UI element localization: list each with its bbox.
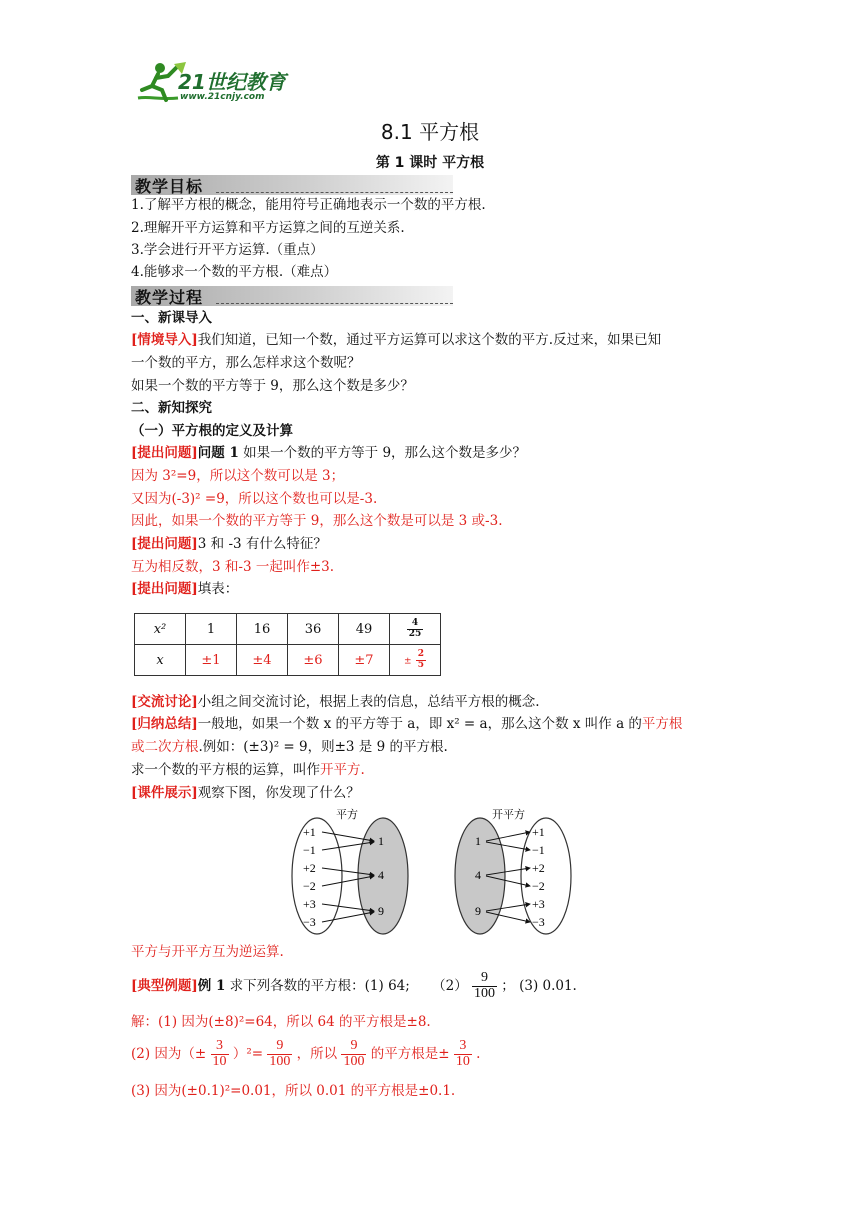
numerator: 3 bbox=[454, 1039, 472, 1055]
denominator: 100 bbox=[269, 1054, 291, 1069]
summary-cont bbox=[131, 737, 448, 757]
question-text: 如果一个数的平方等于 9，那么这个数是多少？ bbox=[238, 445, 527, 461]
solution-line: 解：(1) 因为(±8)²=64，所以 64 的平方根是±8. bbox=[131, 1014, 431, 1030]
solution-text: . bbox=[476, 1046, 481, 1062]
question-text: 3 和 -3 有什么特征？ bbox=[197, 536, 327, 552]
term: 平方根 bbox=[641, 716, 683, 732]
table-cell: 16 bbox=[237, 614, 288, 645]
section-title: 教学目标 bbox=[135, 177, 204, 196]
fraction bbox=[407, 619, 424, 639]
numerator: 9 bbox=[267, 1039, 292, 1055]
tag-label: [归纳总结] bbox=[131, 716, 198, 732]
paragraph-text: 小组之间交流讨论，根据上表的信息，总结平方根的概念. bbox=[197, 694, 540, 710]
denominator: 100 bbox=[474, 986, 495, 1001]
mapping-value: 4 bbox=[378, 868, 384, 882]
logo bbox=[130, 60, 300, 106]
tag-label: [交流讨论] bbox=[131, 694, 198, 710]
solution-line bbox=[131, 1034, 480, 1074]
answer-line: 因此，如果一个数的平方等于 9，那么这个数是可以是 3 或-3. bbox=[131, 513, 503, 529]
mapping-value: +1 bbox=[303, 825, 316, 839]
fraction bbox=[454, 1039, 472, 1069]
example-text: （2） bbox=[432, 978, 468, 994]
paragraph-text: 一个数的平方，那么怎样求这个数呢？ bbox=[131, 355, 361, 371]
example-text: 求下列各数的平方根：(1) 64; bbox=[225, 978, 410, 994]
example-text: ； (3) 0.01. bbox=[501, 978, 577, 994]
goal-item: 3.学会进行开平方运算.（重点） bbox=[131, 242, 324, 258]
table-cell: ±1 bbox=[186, 645, 237, 676]
question-2 bbox=[131, 534, 327, 554]
numerator: 2 bbox=[417, 649, 424, 660]
fraction bbox=[211, 1039, 229, 1069]
mapping-label: 开平方 bbox=[492, 808, 525, 821]
table-row bbox=[135, 645, 441, 676]
question-1 bbox=[131, 443, 526, 463]
paragraph-text: 如果一个数的平方等于 9，那么这个数是多少？ bbox=[131, 378, 414, 394]
table-cell: 49 bbox=[339, 614, 390, 645]
denominator: 25 bbox=[408, 628, 422, 639]
table-cell: ±7 bbox=[339, 645, 390, 676]
paragraph-text: 求一个数的平方根的运算，叫作 bbox=[131, 762, 320, 778]
example-label: 例 1 bbox=[197, 978, 226, 994]
sign: ± bbox=[404, 656, 412, 667]
numerator: 4 bbox=[407, 619, 424, 629]
answer-line: 因为 3²=9，所以这个数可以是 3； bbox=[131, 468, 345, 484]
question-3 bbox=[131, 579, 238, 599]
paragraph-text: 我们知道，已知一个数，通过平方运算可以求这个数的平方.反过来，如果已知 bbox=[197, 332, 662, 348]
paragraph-text: 一般地，如果一个数 x 的平方等于 a，即 x² = a，那么这个数 x 叫作 a 的 bbox=[197, 716, 642, 732]
mapping-value: 1 bbox=[378, 834, 384, 848]
page-subtitle: 第 1 课时 平方根 bbox=[375, 155, 485, 171]
logo-text: 21世纪教育 bbox=[178, 70, 286, 94]
square-table bbox=[134, 613, 441, 676]
question-label: 问题 1 bbox=[197, 445, 239, 461]
paragraph-text: 观察下图，你发现了什么？ bbox=[197, 785, 360, 801]
goal-item: 2.理解开平方运算和平方运算之间的互逆关系. bbox=[131, 220, 405, 236]
term: 开平方. bbox=[320, 762, 365, 778]
mapping-value: +3 bbox=[303, 897, 316, 911]
heading-intro: 一、新课导入 bbox=[131, 310, 212, 326]
mapping-value: 9 bbox=[475, 904, 481, 918]
section-header-process bbox=[131, 286, 453, 306]
fraction bbox=[416, 650, 426, 670]
denominator: 10 bbox=[212, 1054, 227, 1069]
mapping-value: −3 bbox=[532, 915, 545, 929]
goal-item: 1.了解平方根的概念，能用符号正确地表示一个数的平方根. bbox=[131, 197, 486, 213]
goal-item: 4.能够求一个数的平方根.（难点） bbox=[131, 264, 338, 280]
tag-label: [提出问题] bbox=[131, 581, 198, 597]
summary bbox=[131, 714, 682, 734]
definition bbox=[131, 760, 365, 780]
numerator: 3 bbox=[211, 1039, 229, 1055]
denominator: 5 bbox=[417, 659, 424, 670]
answer-line: 又因为(-3)² =9，所以这个数也可以是-3. bbox=[131, 491, 378, 507]
page-title: 8.1 平方根 bbox=[380, 120, 480, 144]
table-cell bbox=[390, 614, 441, 645]
mapping-label: 平方 bbox=[336, 808, 358, 821]
tag-label: [典型例题] bbox=[131, 978, 198, 994]
divider bbox=[216, 303, 453, 304]
mapping-value: −2 bbox=[303, 879, 316, 893]
mapping-value: 1 bbox=[475, 834, 481, 848]
mapping-value: +1 bbox=[532, 825, 545, 839]
mapping-value: +2 bbox=[303, 861, 316, 875]
mapping-value: −1 bbox=[532, 843, 545, 857]
tag-label: [课件展示] bbox=[131, 785, 198, 801]
section-title: 教学过程 bbox=[135, 288, 204, 307]
display bbox=[131, 783, 360, 803]
tag-label: [情境导入] bbox=[131, 332, 198, 348]
example-1 bbox=[131, 966, 577, 1006]
table-cell: ±6 bbox=[288, 645, 339, 676]
logo-url: www.21cnjy.com bbox=[180, 92, 265, 102]
fraction bbox=[472, 971, 497, 1001]
fraction bbox=[341, 1039, 366, 1069]
mapping-value: −3 bbox=[303, 915, 316, 929]
solution-text: ，所以 bbox=[296, 1046, 338, 1062]
paragraph bbox=[131, 330, 661, 350]
table-cell: 36 bbox=[288, 614, 339, 645]
solution-line: (3) 因为(±0.1)²=0.01，所以 0.01 的平方根是±0.1. bbox=[131, 1083, 456, 1099]
mapping-diagram bbox=[290, 806, 580, 936]
fraction bbox=[267, 1039, 292, 1069]
denominator: 100 bbox=[343, 1054, 365, 1069]
mapping-value: 4 bbox=[475, 868, 481, 882]
mapping-value: 9 bbox=[378, 904, 384, 918]
table-cell bbox=[390, 645, 441, 676]
conclusion: 平方与开平方互为逆运算. bbox=[131, 944, 284, 960]
divider bbox=[216, 192, 453, 193]
numerator: 9 bbox=[341, 1039, 366, 1055]
answer-line: 互为相反数，3 和-3 一起叫作±3. bbox=[131, 559, 335, 575]
term: 或二次方根 bbox=[131, 739, 199, 755]
table-cell: x bbox=[135, 645, 186, 676]
solution-text: ）²= bbox=[232, 1046, 264, 1062]
tag-label: [提出问题] bbox=[131, 445, 198, 461]
heading-explore: 二、新知探究 bbox=[131, 400, 212, 416]
table-cell: x² bbox=[135, 614, 186, 645]
table-row bbox=[135, 614, 441, 645]
table-cell: 1 bbox=[186, 614, 237, 645]
mapping-value: +3 bbox=[532, 897, 545, 911]
tag-label: [提出问题] bbox=[131, 536, 198, 552]
denominator: 10 bbox=[455, 1054, 470, 1069]
question-text: 填表： bbox=[197, 581, 239, 597]
mapping-value: −1 bbox=[303, 843, 316, 857]
solution-text: 的平方根是± bbox=[370, 1046, 450, 1062]
section-header-goals bbox=[131, 175, 453, 195]
subheading: （一）平方根的定义及计算 bbox=[131, 423, 293, 439]
solution-text: (2) 因为（± bbox=[131, 1046, 207, 1062]
table-cell: ±4 bbox=[237, 645, 288, 676]
discussion bbox=[131, 692, 540, 712]
mapping-value: −2 bbox=[532, 879, 545, 893]
numerator: 9 bbox=[472, 971, 497, 987]
paragraph-text: .例如：(±3)² = 9，则±3 是 9 的平方根. bbox=[198, 739, 448, 755]
mapping-value: +2 bbox=[532, 861, 545, 875]
